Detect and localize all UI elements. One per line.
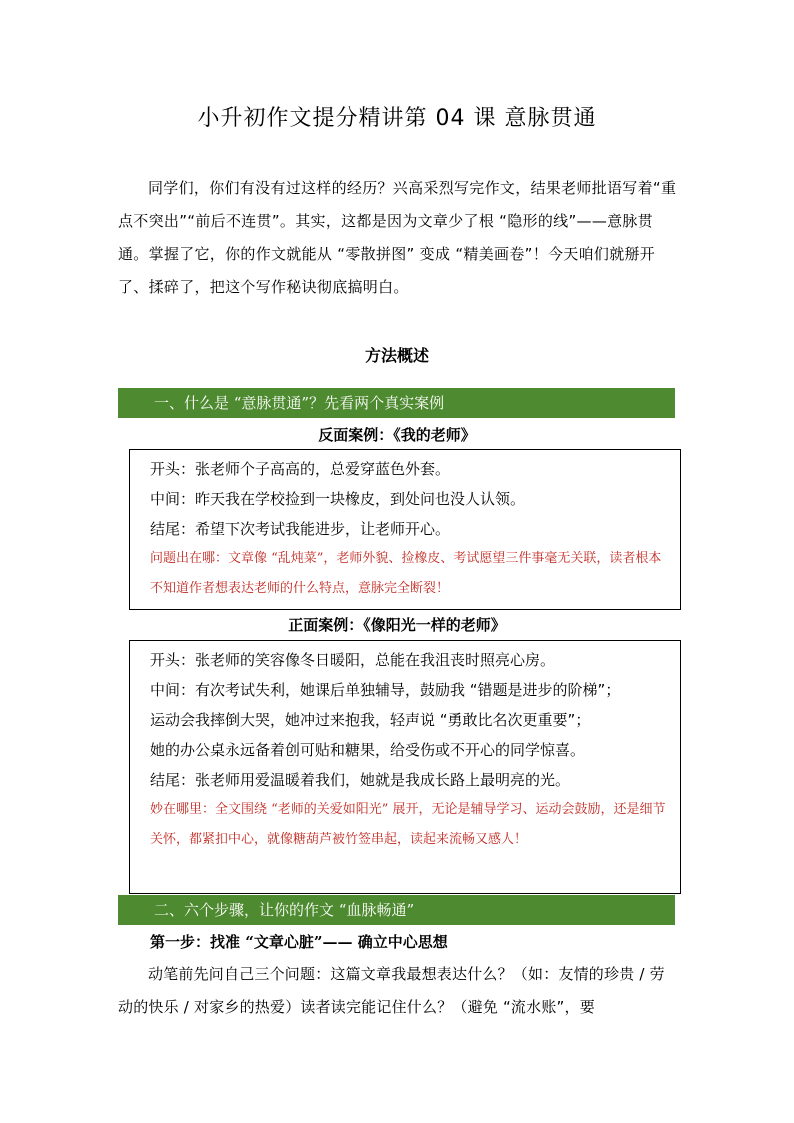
method-heading: 方法概述 (364, 346, 429, 365)
negative-case-line: 中间：昨天我在学校捡到一块橡皮，到处问也没人认领。 (150, 490, 526, 508)
document-title: 小升初作文提分精讲第 04 课 意脉贯通 (197, 106, 597, 131)
step1-heading: 第一步：找准 “文章心脏”—— 确立中心思想 (150, 933, 448, 951)
positive-case-line: 中间：有次考试失利，她课后单独辅导，鼓励我 “错题是进步的阶梯”； (150, 681, 621, 699)
negative-case-line: 结尾：希望下次考试我能进步，让老师开心。 (150, 520, 451, 538)
intro-paragraph (118, 172, 678, 304)
section1-banner: 一、什么是 “意脉贯通”？先看两个真实案例 (118, 388, 675, 418)
section2-banner: 二、六个步骤，让你的作文 “血脉畅通” (118, 895, 675, 925)
positive-case-line: 开头：张老师的笑容像冬日暖阳，总能在我沮丧时照亮心房。 (150, 651, 556, 669)
step1-text: 动笔前先问自己三个问题：这篇文章我最想表达什么？（如：友情的珍贵 / 劳动的快乐 / 对家乡的热爱）读者读完能记住什么？（避免 “流水账”，要 (118, 965, 665, 1016)
negative-case-box (129, 449, 681, 610)
positive-case-note: 妙在哪里：全文围绕 “老师的关爱如阳光” 展开，无论是辅导学习、运动会鼓励，还是细节关怀，都紧扣中心，就像糖葫芦被竹签串起，读起来流畅又感人！ (150, 802, 666, 847)
negative-case-line: 开头：张老师个子高高的，总爱穿蓝色外套。 (150, 460, 451, 478)
positive-case-line: 运动会我摔倒大哭，她冲过来抱我，轻声说 “勇敢比名次更重要”； (150, 711, 591, 729)
negative-case-note: 问题出在哪：文章像 “乱炖菜”，老师外貌、捡橡皮、考试愿望三件事毫无关联，读者根本不知道作者想表达老师的什么特点，意脉完全断裂！ (150, 551, 662, 596)
positive-case-line: 结尾：张老师用爱温暖着我们，她就是我成长路上最明亮的光。 (150, 771, 571, 789)
step1-body (118, 958, 678, 1024)
positive-case-line: 她的办公桌永远备着创可贴和糖果，给受伤或不开心的同学惊喜。 (150, 741, 586, 759)
negative-case-title: 反面案例：《我的老师》 (318, 426, 476, 444)
intro-text: 同学们，你们有没有过这样的经历？兴高采烈写完作文，结果老师批语写着“重点不突出”“前后不连贯”。其实，这都是因为文章少了根 “隐形的线”——意脉贯通。掌握了它，你的作文就能从 “零散拼图” 变成 “精美画卷”！今天咱们就掰开了、揉碎了，把这个写作秘诀彻底搞明白。 (118, 179, 677, 296)
positive-case-box (129, 640, 681, 894)
positive-case-title: 正面案例：《像阳光一样的老师》 (288, 616, 506, 634)
